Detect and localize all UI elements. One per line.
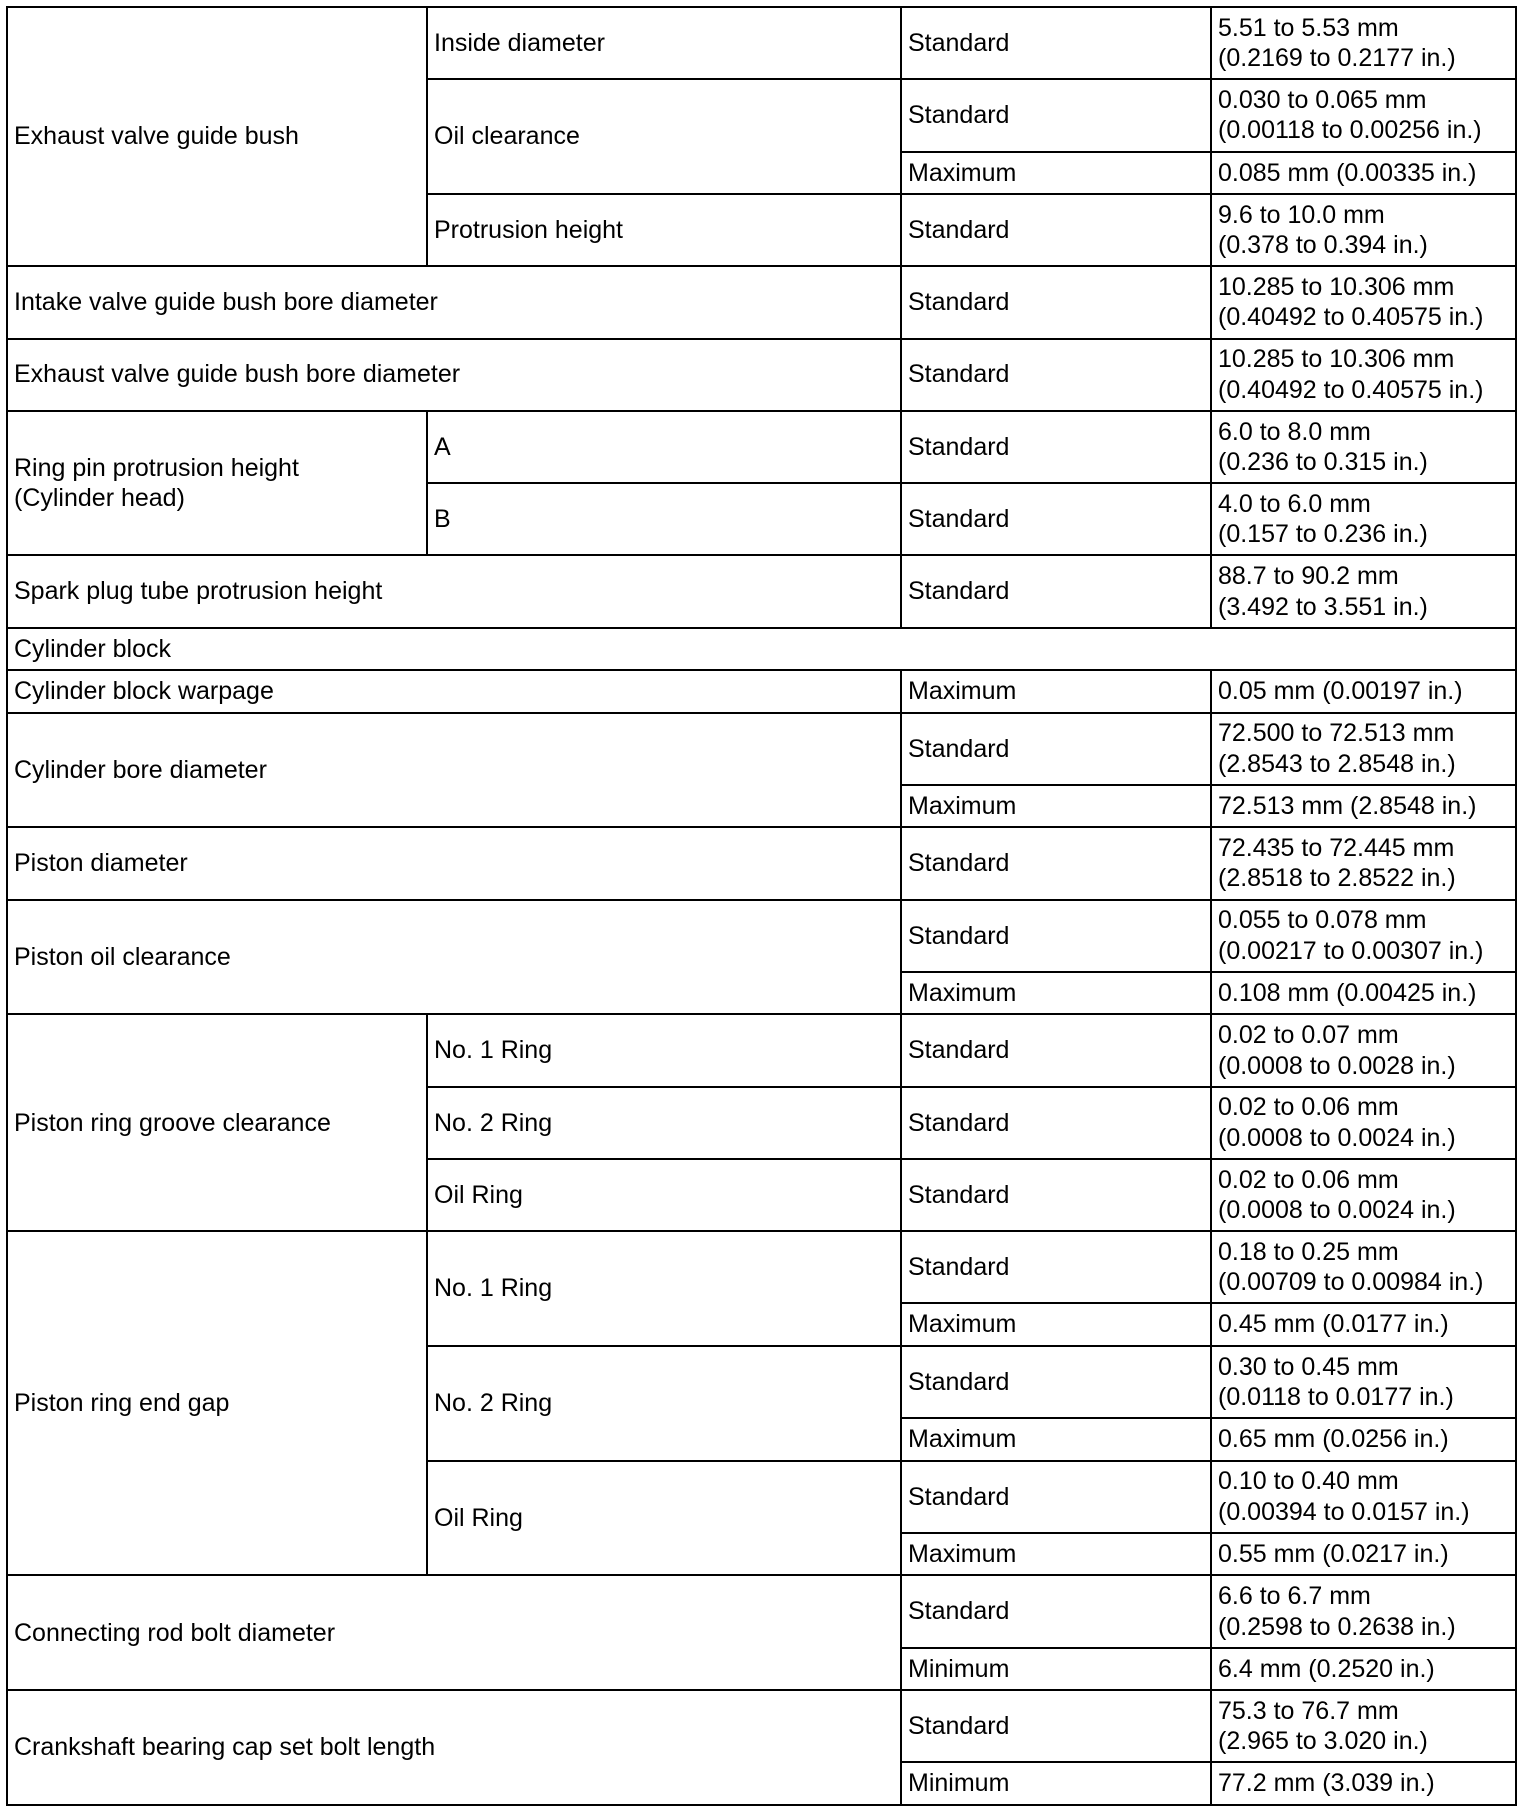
specification-table-body — [7, 7, 1516, 1805]
table-row — [7, 411, 1516, 483]
table-cell: 0.30 to 0.45 mm (0.0118 to 0.0177 in.) — [1211, 1346, 1516, 1418]
table-cell: Standard — [901, 1159, 1211, 1231]
table-cell: Standard — [901, 827, 1211, 899]
table-cell: 0.108 mm (0.00425 in.) — [1211, 972, 1516, 1014]
table-cell: A — [427, 411, 901, 483]
table-cell: Piston diameter — [7, 827, 901, 899]
table-cell: 4.0 to 6.0 mm (0.157 to 0.236 in.) — [1211, 483, 1516, 555]
table-cell: 0.65 mm (0.0256 in.) — [1211, 1418, 1516, 1460]
table-cell: Standard — [901, 339, 1211, 411]
table-cell: No. 2 Ring — [427, 1087, 901, 1159]
table-row — [7, 628, 1516, 670]
table-cell: Maximum — [901, 1303, 1211, 1345]
table-cell: Standard — [901, 713, 1211, 785]
table-cell: 0.05 mm (0.00197 in.) — [1211, 670, 1516, 712]
table-cell: Spark plug tube protrusion height — [7, 555, 901, 627]
table-cell: Maximum — [901, 152, 1211, 194]
table-cell: 72.500 to 72.513 mm (2.8543 to 2.8548 in.) — [1211, 713, 1516, 785]
table-cell: Standard — [901, 555, 1211, 627]
table-cell: No. 1 Ring — [427, 1231, 901, 1346]
table-cell: Standard — [901, 7, 1211, 79]
table-row — [7, 339, 1516, 411]
table-cell: Oil clearance — [427, 79, 901, 194]
table-cell: 72.435 to 72.445 mm (2.8518 to 2.8522 in.) — [1211, 827, 1516, 899]
table-cell: Standard — [901, 1231, 1211, 1303]
table-row — [7, 900, 1516, 972]
table-cell: 0.02 to 0.06 mm (0.0008 to 0.0024 in.) — [1211, 1087, 1516, 1159]
table-cell: 0.10 to 0.40 mm (0.00394 to 0.0157 in.) — [1211, 1461, 1516, 1533]
table-cell: 0.18 to 0.25 mm (0.00709 to 0.00984 in.) — [1211, 1231, 1516, 1303]
table-row — [7, 670, 1516, 712]
table-row — [7, 1231, 1516, 1303]
table-cell: Exhaust valve guide bush — [7, 7, 427, 266]
table-cell: 0.085 mm (0.00335 in.) — [1211, 152, 1516, 194]
table-cell: 0.055 to 0.078 mm (0.00217 to 0.00307 in.) — [1211, 900, 1516, 972]
table-cell: Standard — [901, 411, 1211, 483]
table-cell: 5.51 to 5.53 mm (0.2169 to 0.2177 in.) — [1211, 7, 1516, 79]
table-cell: Piston oil clearance — [7, 900, 901, 1015]
table-row — [7, 1690, 1516, 1762]
table-row — [7, 713, 1516, 785]
table-cell: 6.0 to 8.0 mm (0.236 to 0.315 in.) — [1211, 411, 1516, 483]
table-cell: 0.45 mm (0.0177 in.) — [1211, 1303, 1516, 1345]
table-cell: No. 2 Ring — [427, 1346, 901, 1461]
table-row — [7, 555, 1516, 627]
table-cell: Standard — [901, 1690, 1211, 1762]
table-cell: B — [427, 483, 901, 555]
table-cell: Standard — [901, 1087, 1211, 1159]
table-cell: Standard — [901, 194, 1211, 266]
table-cell: Inside diameter — [427, 7, 901, 79]
table-cell: Maximum — [901, 1418, 1211, 1460]
table-cell: Maximum — [901, 670, 1211, 712]
table-cell: 0.55 mm (0.0217 in.) — [1211, 1533, 1516, 1575]
table-cell: Exhaust valve guide bush bore diameter — [7, 339, 901, 411]
table-cell: Protrusion height — [427, 194, 901, 266]
specification-table — [6, 6, 1517, 1806]
table-row — [7, 266, 1516, 338]
table-row — [7, 1575, 1516, 1647]
table-cell: No. 1 Ring — [427, 1014, 901, 1086]
table-cell: 0.02 to 0.07 mm (0.0008 to 0.0028 in.) — [1211, 1014, 1516, 1086]
table-cell: Ring pin protrusion height (Cylinder head) — [7, 411, 427, 556]
table-cell: Standard — [901, 1575, 1211, 1647]
table-cell: Cylinder block — [7, 628, 1516, 670]
table-cell: Standard — [901, 483, 1211, 555]
table-cell: 75.3 to 76.7 mm (2.965 to 3.020 in.) — [1211, 1690, 1516, 1762]
table-cell: Piston ring groove clearance — [7, 1014, 427, 1231]
table-cell: Maximum — [901, 972, 1211, 1014]
table-cell: Maximum — [901, 1533, 1211, 1575]
table-cell: Oil Ring — [427, 1159, 901, 1231]
table-cell: Standard — [901, 1346, 1211, 1418]
table-cell: 88.7 to 90.2 mm (3.492 to 3.551 in.) — [1211, 555, 1516, 627]
table-row — [7, 7, 1516, 79]
table-cell: Oil Ring — [427, 1461, 901, 1576]
table-cell: Maximum — [901, 785, 1211, 827]
table-cell: Standard — [901, 1014, 1211, 1086]
table-cell: 10.285 to 10.306 mm (0.40492 to 0.40575 in.) — [1211, 266, 1516, 338]
table-cell: 77.2 mm (3.039 in.) — [1211, 1762, 1516, 1805]
table-cell: 10.285 to 10.306 mm (0.40492 to 0.40575 in.) — [1211, 339, 1516, 411]
table-cell: Minimum — [901, 1762, 1211, 1805]
table-row — [7, 827, 1516, 899]
table-cell: 6.4 mm (0.2520 in.) — [1211, 1648, 1516, 1690]
table-cell: 6.6 to 6.7 mm (0.2598 to 0.2638 in.) — [1211, 1575, 1516, 1647]
table-cell: Standard — [901, 266, 1211, 338]
table-cell: 0.02 to 0.06 mm (0.0008 to 0.0024 in.) — [1211, 1159, 1516, 1231]
table-cell: Standard — [901, 79, 1211, 151]
table-cell: Cylinder block warpage — [7, 670, 901, 712]
table-cell: Standard — [901, 1461, 1211, 1533]
table-cell: 9.6 to 10.0 mm (0.378 to 0.394 in.) — [1211, 194, 1516, 266]
table-cell: Intake valve guide bush bore diameter — [7, 266, 901, 338]
table-cell: Cylinder bore diameter — [7, 713, 901, 828]
table-cell: 0.030 to 0.065 mm (0.00118 to 0.00256 in.) — [1211, 79, 1516, 151]
table-cell: 72.513 mm (2.8548 in.) — [1211, 785, 1516, 827]
table-cell: Piston ring end gap — [7, 1231, 427, 1575]
table-cell: Standard — [901, 900, 1211, 972]
table-cell: Crankshaft bearing cap set bolt length — [7, 1690, 901, 1805]
table-cell: Minimum — [901, 1648, 1211, 1690]
table-row — [7, 1014, 1516, 1086]
table-cell: Connecting rod bolt diameter — [7, 1575, 901, 1690]
